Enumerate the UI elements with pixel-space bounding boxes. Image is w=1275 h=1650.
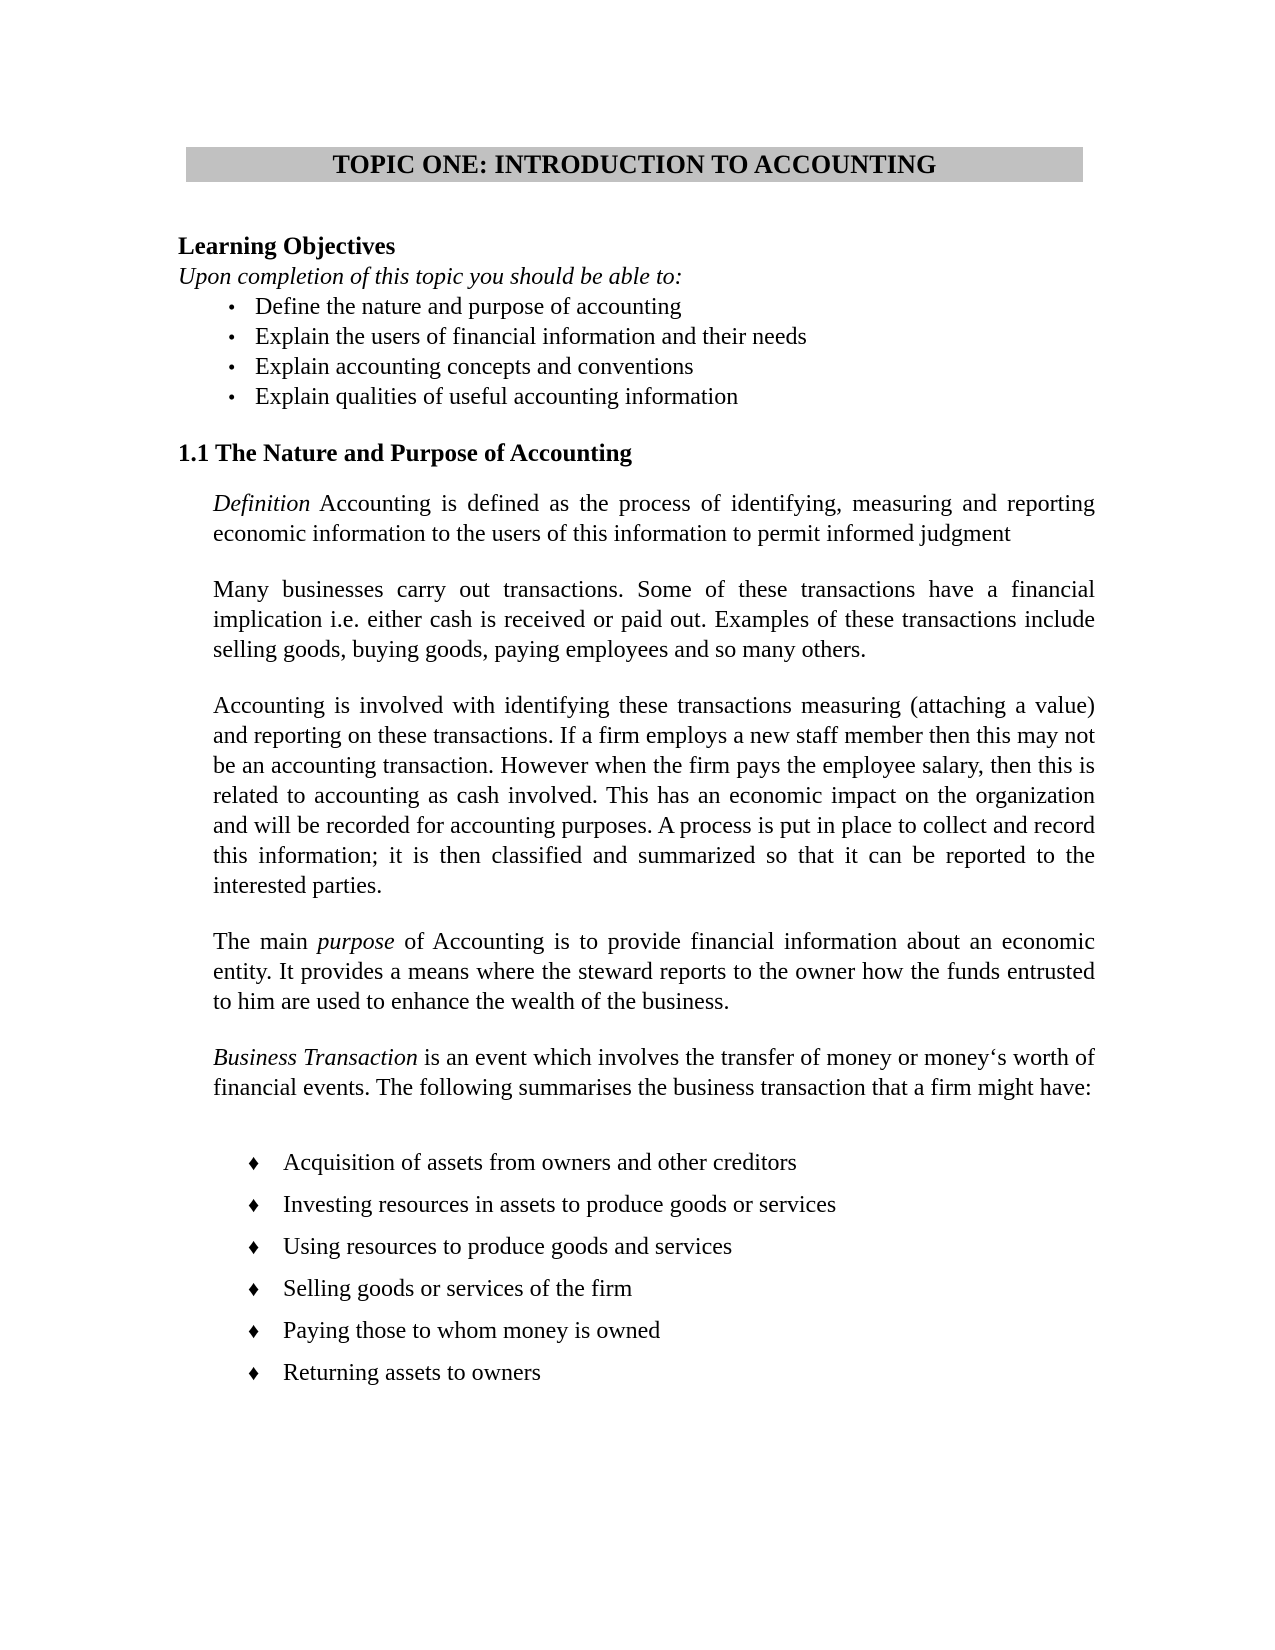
paragraph-purpose bbox=[213, 927, 1095, 1017]
topic-title-bar bbox=[186, 147, 1083, 182]
transaction-text: Selling goods or services of the firm bbox=[283, 1276, 633, 1302]
diamond-bullet-icon: ♦ bbox=[248, 1360, 260, 1385]
diamond-bullet-icon: ♦ bbox=[248, 1234, 260, 1259]
document-content bbox=[178, 0, 1095, 1400]
transaction-text: Acquisition of assets from owners and other creditors bbox=[283, 1150, 797, 1176]
objective-text: Explain the users of financial information and their needs bbox=[255, 324, 807, 350]
section-heading: 1.1 The Nature and Purpose of Accounting bbox=[178, 440, 632, 467]
transaction-item bbox=[178, 1358, 1095, 1388]
transaction-text: Returning assets to owners bbox=[283, 1360, 541, 1386]
diamond-bullet-icon: ♦ bbox=[248, 1276, 260, 1301]
transaction-item bbox=[178, 1232, 1095, 1262]
objective-item bbox=[178, 382, 1095, 412]
round-bullet-icon: • bbox=[228, 295, 236, 319]
purpose-after-text: of Accounting is to provide financial information about an economic entity. It provides a means where the steward reports to the owner how the funds entrusted to him are used to enhance the wealth of the business. bbox=[213, 929, 1095, 1015]
paragraph-accounting-involved: Accounting is involved with identifying these transactions measuring (attaching a value) and reporting on these transactions. If a firm employs a new staff member then this may not be an accounting transaction. However when the firm pays the employee salary, then this is related to accounting as cash involved. This has an economic impact on the organization and will be recorded for accounting purposes. A process is put in place to collect and record this information; it is then classified and summarized so that it can be reported to the interested parties. bbox=[213, 693, 1095, 899]
business-transaction-text: is an event which involves the transfer of money or money‘s worth of financial events. The following summarises the business transaction that a firm might have: bbox=[213, 1045, 1095, 1101]
objective-text: Define the nature and purpose of accounting bbox=[255, 294, 682, 320]
definition-term-italic: Definition bbox=[213, 491, 311, 517]
topic-title: TOPIC ONE: INTRODUCTION TO ACCOUNTING bbox=[332, 150, 937, 179]
transaction-item bbox=[178, 1148, 1095, 1178]
transaction-item bbox=[178, 1316, 1095, 1346]
learning-objectives-intro: Upon completion of this topic you should be able to: bbox=[178, 264, 683, 290]
transaction-text: Paying those to whom money is owned bbox=[283, 1318, 661, 1344]
business-transaction-term-italic: Business Transaction bbox=[213, 1045, 418, 1071]
paragraph-transactions: Many businesses carry out transactions. Some of these transactions have a financial implication i.e. either cash is received or paid out. Examples of these transactions include selling goods, buying goods, paying employees and so many others. bbox=[213, 577, 1095, 663]
objective-item bbox=[178, 322, 1095, 352]
definition-text: Accounting is defined as the process of identifying, measuring and reporting economic information to the users of this information to permit informed judgment bbox=[213, 491, 1095, 547]
learning-objectives-section bbox=[178, 232, 1095, 412]
purpose-before-text: The main bbox=[213, 929, 318, 955]
diamond-bullet-icon: ♦ bbox=[248, 1318, 260, 1343]
round-bullet-icon: • bbox=[228, 355, 236, 379]
transaction-item bbox=[178, 1274, 1095, 1304]
transaction-text: Investing resources in assets to produce goods or services bbox=[283, 1192, 837, 1218]
paragraph-definition bbox=[213, 489, 1095, 549]
transaction-item bbox=[178, 1190, 1095, 1220]
diamond-bullet-icon: ♦ bbox=[248, 1192, 260, 1217]
round-bullet-icon: • bbox=[228, 385, 236, 409]
objective-text: Explain qualities of useful accounting information bbox=[255, 384, 739, 410]
business-transaction-list bbox=[178, 1148, 1095, 1388]
objective-item bbox=[178, 352, 1095, 382]
transaction-text: Using resources to produce goods and services bbox=[283, 1234, 733, 1260]
round-bullet-icon: • bbox=[228, 325, 236, 349]
purpose-term-italic: purpose bbox=[317, 929, 395, 955]
paragraph-business-transaction bbox=[213, 1043, 1095, 1103]
diamond-bullet-icon: ♦ bbox=[248, 1150, 260, 1175]
learning-objectives-heading: Learning Objectives bbox=[178, 233, 396, 260]
learning-objectives-list bbox=[178, 292, 1095, 412]
objective-item bbox=[178, 292, 1095, 322]
objective-text: Explain accounting concepts and conventions bbox=[255, 354, 694, 380]
